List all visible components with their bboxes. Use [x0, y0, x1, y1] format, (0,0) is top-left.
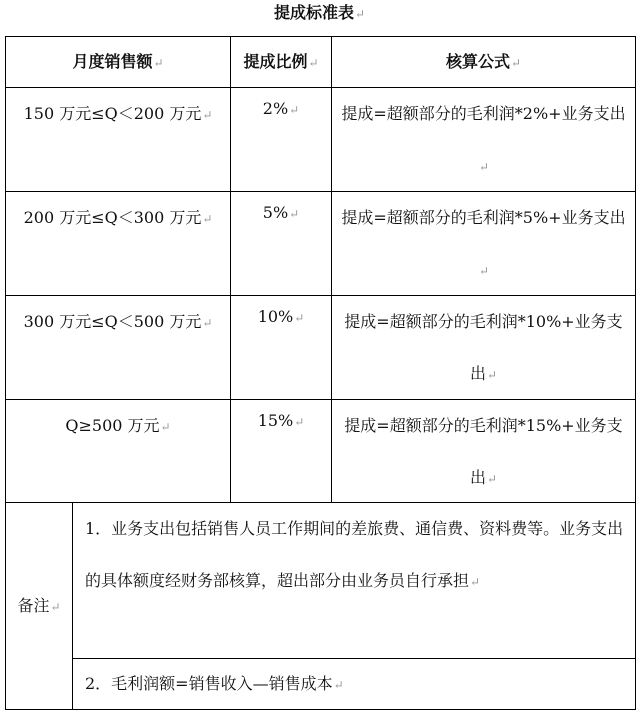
rate-cell: 5%↵: [262, 203, 300, 222]
formula-cell: 提成=超额部分的毛利润*2%+业务支出↵: [341, 104, 626, 174]
page-title: 提成标准表↵: [273, 3, 366, 22]
table-border: [635, 36, 636, 710]
notes-label: 备注↵: [17, 596, 61, 615]
table-border: [5, 709, 636, 710]
sales-range-cell: 300 万元≤Q＜500 万元↵: [23, 312, 213, 331]
header-monthly-sales: 月度销售额↵: [72, 52, 164, 71]
formula-cell: 提成=超额部分的毛利润*5%+业务支出↵: [341, 208, 626, 278]
sales-range-cell: 150 万元≤Q＜200 万元↵: [23, 104, 213, 123]
sales-range-cell: 200 万元≤Q＜300 万元↵: [23, 208, 213, 227]
header-formula: 核算公式↵: [445, 52, 522, 71]
header-commission-rate: 提成比例↵: [243, 52, 319, 71]
formula-cell: 提成=超额部分的毛利润*10%+业务支出↵: [344, 312, 623, 383]
paragraph-mark: ↵: [354, 7, 366, 21]
note-item: 1．业务支出包括销售人员工作期间的差旅费、通信费、资料费等。业务支出的具体额度经财务部核算，超出部分由业务员自行承担↵: [85, 519, 624, 590]
commission-table: [5, 36, 636, 710]
note-item: 2．毛利润额=销售收入—销售成本↵: [85, 674, 344, 693]
rate-cell: 10%↵: [257, 307, 305, 326]
rate-cell: 15%↵: [257, 411, 305, 430]
formula-cell: 提成=超额部分的毛利润*15%+业务支出↵: [344, 416, 623, 487]
sales-range-cell: Q≥500 万元↵: [65, 416, 171, 435]
rate-cell: 2%↵: [262, 99, 300, 118]
